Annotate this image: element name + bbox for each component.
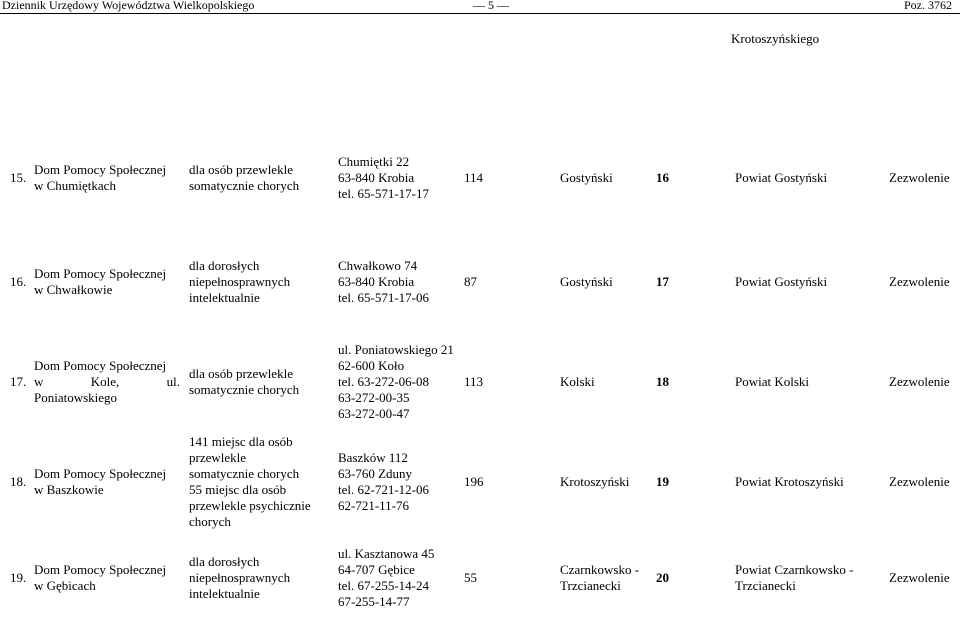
entry-number bbox=[656, 374, 669, 390]
journal-title: Dziennik Urzędowy Województwa Wielkopolskiego bbox=[2, 0, 255, 12]
facility-address-line: Baszków 112 bbox=[338, 450, 408, 465]
facility-address-line: 63-760 Zduny bbox=[338, 466, 413, 481]
facility-name-line: w Chwałkowie bbox=[34, 282, 113, 297]
facility-name bbox=[34, 358, 180, 406]
facility-address bbox=[338, 450, 429, 514]
row-number-line: 19. bbox=[10, 570, 27, 585]
facility-address-line: 63-272-00-35 bbox=[338, 390, 410, 405]
facility-address-line: 62-721-11-76 bbox=[338, 498, 410, 513]
facility-type-line: somatycznie chorych bbox=[189, 382, 300, 397]
county-name-line: Czarnkowsko - bbox=[560, 562, 640, 577]
facility-name-line: Poniatowskiego bbox=[34, 390, 118, 405]
row-number-line: 17. bbox=[10, 374, 27, 389]
county-name-line: Kolski bbox=[560, 374, 595, 389]
places-count-line: 113 bbox=[464, 374, 484, 389]
row-number-line: 15. bbox=[10, 170, 27, 185]
permit-status bbox=[889, 274, 950, 290]
facility-type-line: niepełnosprawnych bbox=[189, 274, 291, 289]
facility-address bbox=[338, 342, 454, 422]
page-header bbox=[0, 0, 960, 14]
row-number bbox=[10, 170, 26, 186]
entry-number bbox=[656, 170, 669, 186]
county-name-line: Trzcianecki bbox=[560, 578, 621, 593]
permit-status bbox=[889, 170, 950, 186]
governing-authority bbox=[735, 170, 827, 186]
permit-status-line: Zezwolenie bbox=[889, 274, 950, 289]
facility-name bbox=[34, 162, 166, 194]
facility-name-line: Dom Pomocy Społecznej bbox=[34, 358, 167, 373]
places-count-line: 114 bbox=[464, 170, 484, 185]
facility-type bbox=[189, 434, 311, 530]
facility-address-line: Chumiętki 22 bbox=[338, 154, 410, 169]
permit-status bbox=[889, 374, 950, 390]
permit-status-line: Zezwolenie bbox=[889, 570, 950, 585]
facility-address-line: 64-707 Gębice bbox=[338, 562, 415, 577]
county-name bbox=[560, 474, 629, 490]
governing-authority-line: Powiat Gostyński bbox=[735, 274, 828, 289]
facility-address-line: ul. Poniatowskiego 21 bbox=[338, 342, 454, 357]
facility-type bbox=[189, 162, 299, 194]
county-name-line: Gostyński bbox=[560, 274, 613, 289]
facility-address-line: tel. 65-571-17-06 bbox=[338, 290, 429, 305]
permit-status bbox=[889, 570, 950, 586]
permit-status-line: Zezwolenie bbox=[889, 474, 950, 489]
facility-name-line: Dom Pomocy Społecznej bbox=[34, 266, 167, 281]
permit-status-line: Zezwolenie bbox=[889, 374, 950, 389]
governing-authority-line: Powiat Czarnkowsko - bbox=[735, 562, 854, 577]
county-name bbox=[560, 374, 595, 390]
facility-type-line: dla osób przewlekle bbox=[189, 366, 293, 381]
governing-authority bbox=[735, 474, 844, 490]
places-count-line: 87 bbox=[464, 274, 477, 289]
facility-name-line: Dom Pomocy Społecznej bbox=[34, 162, 167, 177]
facility-name-line: w Kole, ul. bbox=[34, 374, 180, 389]
facility-type-line: dla dorosłych bbox=[189, 554, 260, 569]
entry-number-line: 16 bbox=[656, 170, 669, 185]
facility-type-line: intelektualnie bbox=[189, 290, 260, 305]
county-name bbox=[560, 562, 639, 594]
entry-number bbox=[656, 474, 669, 490]
facility-address bbox=[338, 154, 429, 202]
facility-name bbox=[34, 562, 166, 594]
facility-address-line: 67-255-14-77 bbox=[338, 594, 410, 609]
places-count bbox=[464, 170, 483, 186]
row-number-line: 16. bbox=[10, 274, 27, 289]
position-number: Poz. 3762 bbox=[904, 0, 952, 12]
facility-type-line: intelektualnie bbox=[189, 586, 260, 601]
facility-type-line: chorych bbox=[189, 514, 231, 529]
places-count-line: 55 bbox=[464, 570, 477, 585]
facility-name-line: Dom Pomocy Społecznej bbox=[34, 562, 167, 577]
row-number-line: 18. bbox=[10, 474, 27, 489]
facility-address-line: tel. 67-255-14-24 bbox=[338, 578, 429, 593]
county-name-line: Gostyński bbox=[560, 170, 613, 185]
facility-type bbox=[189, 554, 290, 602]
county-name-line: Krotoszyński bbox=[560, 474, 630, 489]
facility-name-line: Dom Pomocy Społecznej bbox=[34, 466, 167, 481]
facility-type-line: przewlekle bbox=[189, 450, 247, 465]
facility-type bbox=[189, 258, 290, 306]
facility-address bbox=[338, 546, 434, 610]
permit-status bbox=[889, 474, 950, 490]
governing-authority-line: Trzcianecki bbox=[735, 578, 796, 593]
entry-number bbox=[656, 570, 669, 586]
places-count-line: 196 bbox=[464, 474, 484, 489]
facility-type-line: przewlekle psychicznie bbox=[189, 498, 311, 513]
governing-authority-line: Powiat Gostyński bbox=[735, 170, 828, 185]
facility-type-line: 55 miejsc dla osób bbox=[189, 482, 287, 497]
county-name bbox=[560, 274, 613, 290]
places-count bbox=[464, 274, 477, 290]
facility-address-line: tel. 65-571-17-17 bbox=[338, 186, 429, 201]
governing-authority bbox=[735, 374, 809, 390]
entry-number-line: 19 bbox=[656, 474, 669, 489]
governing-authority bbox=[735, 274, 827, 290]
row-number bbox=[10, 474, 26, 490]
facility-type bbox=[189, 366, 299, 398]
facility-address-line: 63-840 Krobia bbox=[338, 274, 415, 289]
row-number bbox=[10, 374, 26, 390]
entry-number-line: 17 bbox=[656, 274, 669, 289]
facility-address bbox=[338, 258, 429, 306]
facility-address-line: Chwałkowo 74 bbox=[338, 258, 418, 273]
facility-name-line: w Chumiętkach bbox=[34, 178, 116, 193]
facility-address-line: 62-600 Koło bbox=[338, 358, 405, 373]
facility-address-line: 63-840 Krobia bbox=[338, 170, 415, 185]
row-number bbox=[10, 274, 26, 290]
governing-authority bbox=[735, 562, 853, 594]
facility-address-line: tel. 62-721-12-06 bbox=[338, 482, 429, 497]
facility-name bbox=[34, 466, 166, 498]
governing-authority-line: Powiat Kolski bbox=[735, 374, 810, 389]
entry-number-line: 18 bbox=[656, 374, 669, 389]
facility-name-line: w Gębicach bbox=[34, 578, 96, 593]
governing-authority-line: Powiat Krotoszyński bbox=[735, 474, 844, 489]
facility-type-line: dla osób przewlekle bbox=[189, 162, 293, 177]
facility-name bbox=[34, 266, 166, 298]
entry-number-line: 20 bbox=[656, 570, 669, 585]
facility-type-line: dla dorosłych bbox=[189, 258, 260, 273]
facility-type-line: somatycznie chorych bbox=[189, 178, 300, 193]
facility-address-line: tel. 63-272-06-08 bbox=[338, 374, 429, 389]
continuation-text: Krotoszyńskiego bbox=[731, 31, 820, 46]
facility-type-line: somatycznie chorych bbox=[189, 466, 300, 481]
facility-type-line: 141 miejsc dla osób bbox=[189, 434, 293, 449]
places-count bbox=[464, 570, 477, 586]
row-number bbox=[10, 570, 26, 586]
facility-address-line: 63-272-00-47 bbox=[338, 406, 410, 421]
places-count bbox=[464, 474, 484, 490]
facility-name-line: w Baszkowie bbox=[34, 482, 104, 497]
facility-address-line: ul. Kasztanowa 45 bbox=[338, 546, 435, 561]
entry-number bbox=[656, 274, 669, 290]
places-count bbox=[464, 374, 483, 390]
permit-status-line: Zezwolenie bbox=[889, 170, 950, 185]
county-name bbox=[560, 170, 613, 186]
facility-type-line: niepełnosprawnych bbox=[189, 570, 291, 585]
page-number: — 5 — bbox=[473, 0, 509, 12]
